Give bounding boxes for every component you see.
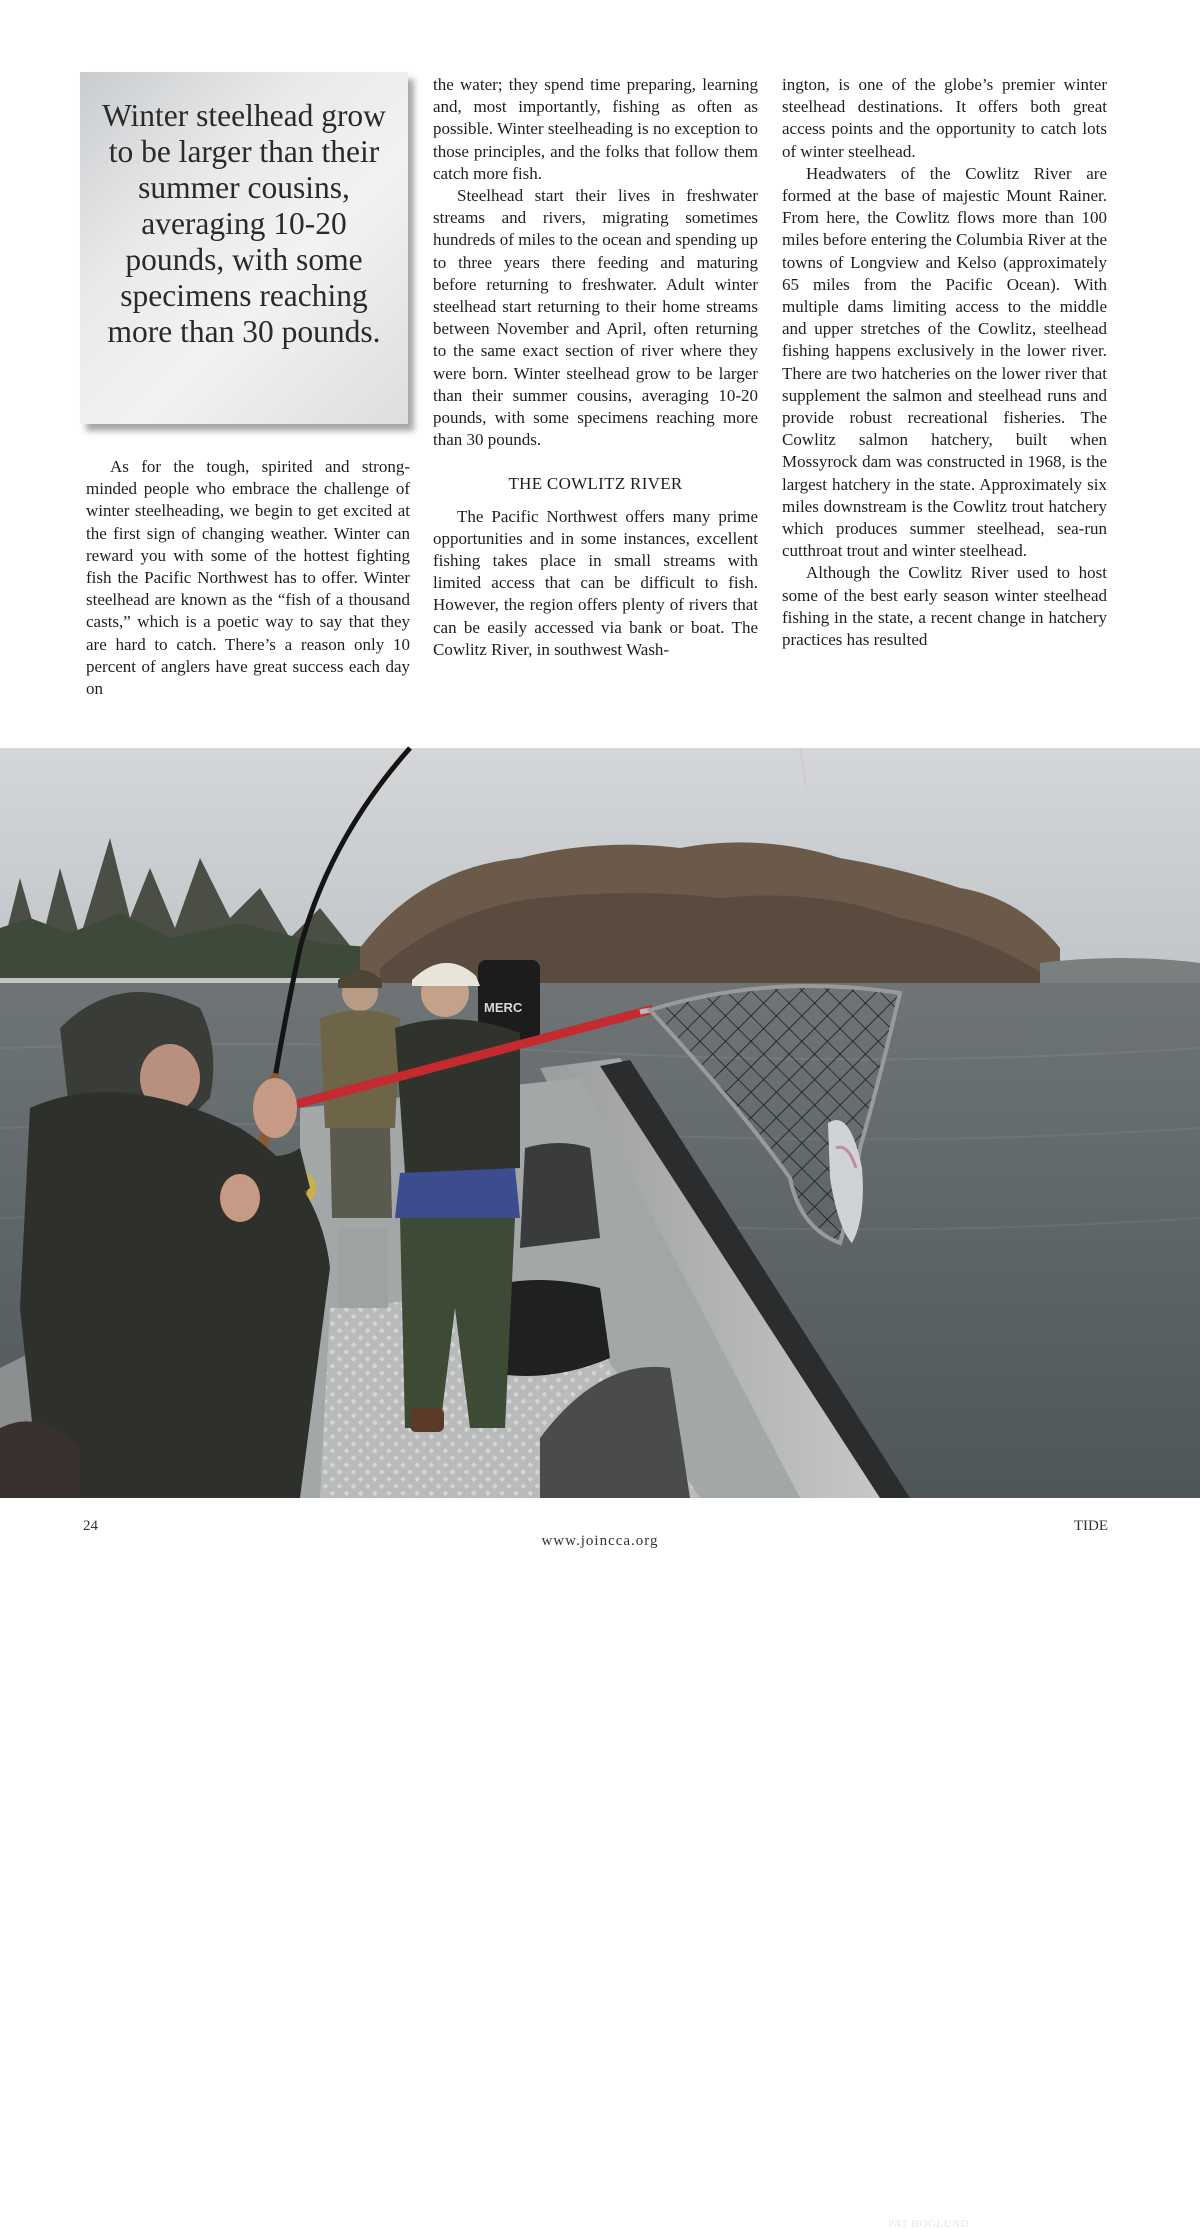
article-column-1: [86, 456, 410, 700]
article-column-3: [782, 74, 1107, 651]
photo-credit: PAT HOGLUND: [888, 2218, 969, 2230]
paragraph: Although the Cowlitz River used to host some of the best early season winter steelhead fishing in the state, a recent change in hatchery practices has resulted: [782, 563, 1107, 650]
pull-quote-text: Winter steelhead grow to be larger than their summer cousins, averaging 10-20 pounds, with some specimens reaching more than 30 pounds.: [102, 98, 386, 349]
paragraph: the water; they spend time preparing, learning and, most importantly, fishing as often as possible. Winter steelheading is no exception to those principles, and the folks that follow them catch more fish.: [433, 75, 758, 183]
magazine-name: TIDE: [1073, 1518, 1108, 1534]
paragraph: As for the tough, spirited and strong-minded people who embrace the challenge of winter steelheading, we begin to get excited at the first sign of changing weather. Winter can reward you with some of the hottest fighting fish the Pacific Northwest has to offer. Winter steelhead are known as the “fish of a thousand casts,” which is a poetic way to say that they are hard to catch. There’s a reason only 10 percent of anglers have great success each day on: [86, 457, 410, 699]
website-url: www.joincca.org: [541, 1533, 659, 1549]
paragraph: Headwaters of the Cowlitz River are formed at the base of majestic Mount Rainer. From here, the Cowlitz flows more than 100 miles before entering the Columbia River at the towns of Longview and Kelso (approximately 65 miles from the Pacific Ocean). With multiple dams limiting access to the middle and upper stretches of the Cowlitz, steelhead fishing happens exclusively in the lower river. There are two hatcheries on the lower river that supplement the salmon and steelhead runs and provide robust recreational fisheries. The Cowlitz salmon hatchery, built when Mossyrock dam was constructed in 1968, is the largest hatchery in the state. Approximately six miles downstream is the Cowlitz trout hatchery which produces summer steelhead, sea-run cutthroat trout and winter steelhead.: [782, 163, 1107, 561]
motor-brand: MERC: [484, 1000, 523, 1015]
section-heading: THE COWLITZ RIVER: [508, 474, 683, 494]
article-column-2: [433, 74, 758, 661]
paragraph: Steelhead start their lives in freshwater streams and rivers, migrating sometimes hundreds of miles to the ocean and spending up to three years there feeding and maturing before returning to freshwater. Adult winter steelhead start returning to their home streams between November and April, often returning to the same exact section of river where they were born. Winter steelhead grow to be larger than their summer cousins, averaging 10-20 pounds, with some specimens reaching more than 30 pounds.: [433, 186, 758, 450]
paragraph: ington, is one of the globe’s premier winter steelhead destinations. It offers both great access points and the opportunity to catch lots of winter steelhead.: [782, 75, 1107, 161]
page-number: 24: [83, 1518, 98, 1534]
pull-quote: [80, 72, 408, 424]
paragraph: The Pacific Northwest offers many prime opportunities and in some instances, excellent fishing takes place in small streams with limited access that can be difficult to fish. However, the region offers plenty of rivers that can be easily accessed via bank or boat. The Cowlitz River, in southwest Wash-: [433, 506, 758, 659]
